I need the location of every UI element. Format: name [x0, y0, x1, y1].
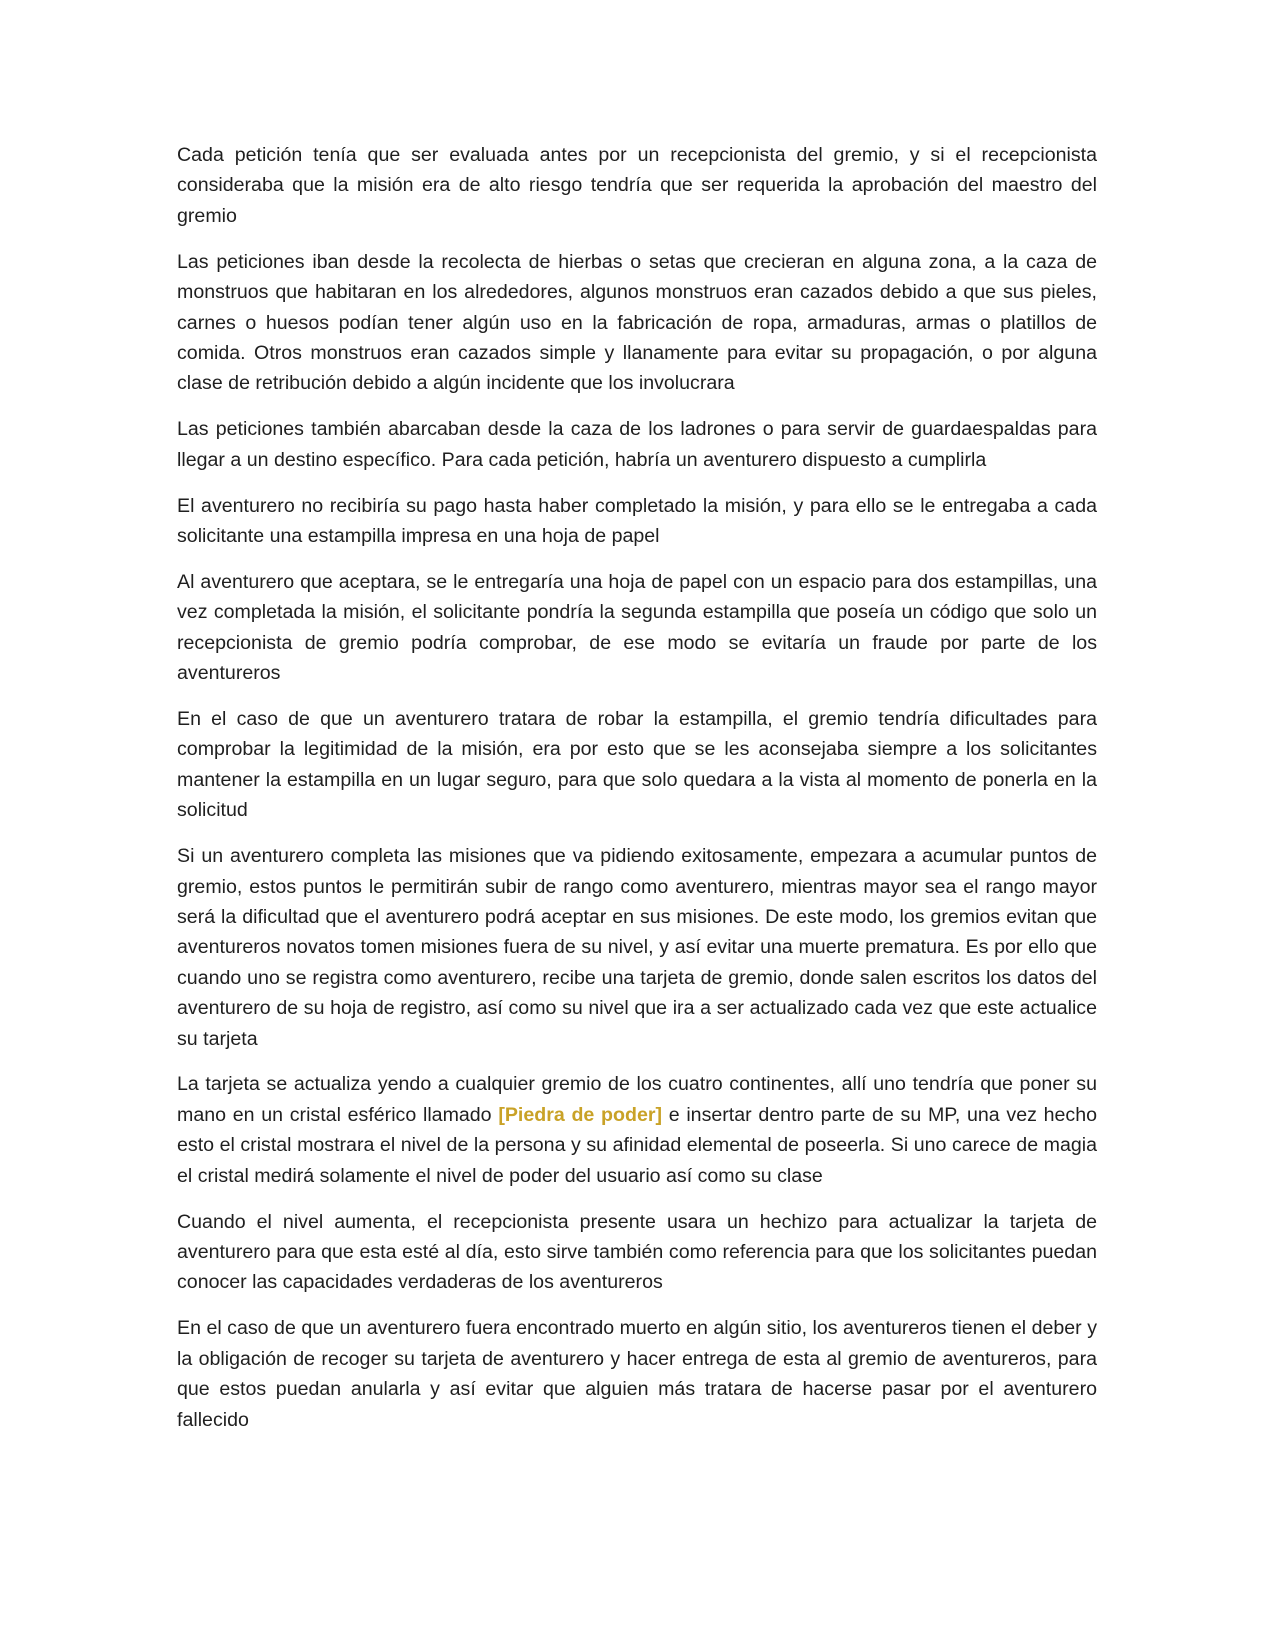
paragraph-5: Al aventurero que aceptara, se le entregaría una hoja de papel con un espacio para dos estampillas, una vez completada la misión, el solicitante pondría la segunda estampilla que poseía un código que solo un recepcionista de gremio podría comprobar, de ese modo se evitaría un fraude por parte de los aventureros — [177, 570, 1097, 685]
paragraph-4: El aventurero no recibiría su pago hasta haber completado la misión, y para ello se le entregaba a cada solicitante una estampilla impresa en una hoja de papel — [177, 494, 1097, 547]
paragraph-1: Cada petición tenía que ser evaluada antes por un recepcionista del gremio, y si el recepcionista consideraba que la misión era de alto riesgo tendría que ser requerida la aprobación del maestro del gremio — [177, 144, 1097, 227]
paragraph-10: En el caso de que un aventurero fuera encontrado muerto en algún sitio, los aventureros tienen el deber y la obligación de recoger su tarjeta de aventurero y hacer entrega de esta al gremio de aventureros, para que estos puedan anularla y así evitar que alguien más tratara de hacerse pasar por el aventurero fallecido — [177, 1317, 1097, 1431]
document-page — [177, 140, 1097, 1450]
paragraph-3: Las peticiones también abarcaban desde la caza de los ladrones o para servir de guardaespaldas para llegar a un destino específico. Para cada petición, habría un aventurero dispuesto a cumplirla — [177, 418, 1097, 471]
paragraph-8-after: e insertar dentro parte de su MP, una vez hecho esto el cristal mostrara el nivel de la persona y su afinidad elemental de poseerla. Si uno carece de magia el cristal medirá solamente el nivel de poder del usuario así como su clase — [177, 1103, 1097, 1187]
paragraph-2: Las peticiones iban desde la recolecta de hierbas o setas que crecieran en alguna zona, a la caza de monstruos que habitaran en los alrededores, algunos monstruos eran cazados debido a que sus pieles, carnes o huesos podían tener algún uso en la fabricación de ropa, armaduras, armas o platillos de comida. Otros monstruos eran cazados simple y llanamente para evitar su propagación, o por alguna clase de retribución debido a algún incidente que los involucrara — [177, 250, 1097, 395]
paragraph-8 — [177, 1069, 1097, 1191]
paragraph-6: En el caso de que un aventurero tratara de robar la estampilla, el gremio tendría dificultades para comprobar la legitimidad de la misión, era por esto que se les aconsejaba siempre a los solicitantes mantener la estampilla en un lugar seguro, para que solo quedara a la vista al momento de ponerla en la solicitud — [177, 708, 1097, 822]
piedra-de-poder-highlight: [Piedra de poder] — [498, 1103, 662, 1126]
paragraph-8-before: La tarjeta se actualiza yendo a cualquier gremio de los cuatro continentes, allí uno tendría que poner su mano en un cristal esférico llamado — [177, 1073, 1097, 1126]
paragraph-7: Si un aventurero completa las misiones que va pidiendo exitosamente, empezara a acumular puntos de gremio, estos puntos le permitirán subir de rango como aventurero, mientras mayor sea el rango mayor será la dificultad que el aventurero podrá aceptar en sus misiones. De este modo, los gremios evitan que aventureros novatos tomen misiones fuera de su nivel, y así evitar una muerte prematura. Es por ello que cuando uno se registra como aventurero, recibe una tarjeta de gremio, donde salen escritos los datos del aventurero de su hoja de registro, así como su nivel que ira a ser actualizado cada vez que este actualice su tarjeta — [177, 845, 1097, 1050]
paragraph-9: Cuando el nivel aumenta, el recepcionista presente usara un hechizo para actualizar la tarjeta de aventurero para que esta esté al día, esto sirve también como referencia para que los solicitantes puedan conocer las capacidades verdaderas de los aventureros — [177, 1210, 1097, 1294]
